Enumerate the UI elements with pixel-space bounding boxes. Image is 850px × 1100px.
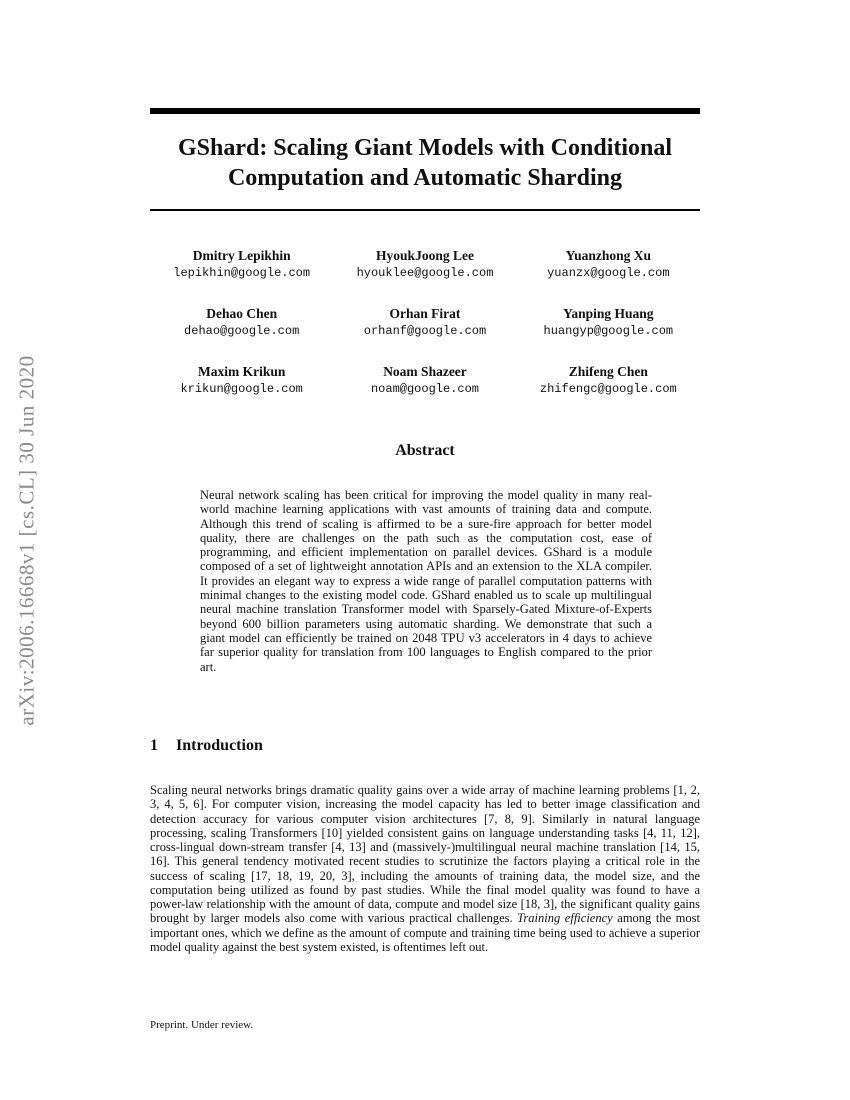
author-block: [517, 364, 700, 397]
title-top-rule: [150, 108, 700, 114]
author-name: Orhan Firat: [389, 306, 461, 321]
introduction-text-part-2: among the most important ones, which we define as the amount of compute and training time being used to achieve a superior model quality against the best system existed, is oftentimes left out.: [150, 911, 700, 954]
author-name: Dmitry Lepikhin: [192, 248, 291, 263]
author-block: [333, 364, 516, 397]
section-number: 1: [150, 737, 158, 754]
section-heading-introduction: [150, 737, 700, 755]
arxiv-identifier: arXiv:2006.16668v1 [cs.CL] 30 Jun 2020: [14, 354, 39, 726]
author-block: [333, 248, 516, 281]
author-email: zhifengc@google.com: [539, 382, 677, 396]
title-line-2: Computation and Automatic Sharding: [227, 165, 623, 191]
author-email: noam@google.com: [370, 382, 479, 396]
author-email: lepikhin@google.com: [173, 266, 311, 280]
author-name: Maxim Krikun: [197, 364, 286, 379]
author-email: huangyp@google.com: [543, 324, 674, 338]
title-bottom-rule: [150, 209, 700, 211]
author-block: [517, 248, 700, 281]
title-line-1: GShard: Scaling Giant Models with Conditional: [177, 135, 673, 161]
introduction-text-part-1: Scaling neural networks brings dramatic quality gains over a wide array of machine learning problems [1, 2, 3, 4, 5, 6]. For computer vision, increasing the model capacity has led to better image classification and detection accuracy for various computer vision architectures [7, 8, 9]. Similarly in natural language processing, scaling Transformers [10] yielded consistent gains on language understanding tasks [4, 11, 12], cross-lingual down-stream transfer [4, 13] and (massively-)multilingual neural machine translation [14, 15, 16]. This general tendency motivated recent studies to scrutinize the factors playing a critical role in the success of scaling [17, 18, 19, 20, 3], including the amounts of training data, the model size, and the computation being utilized as found by past studies. While the final model quality was found to have a power-law relationship with the amount of data, compute and model size [18, 3], the significant quality gains brought by larger models also come with various practical challenges.: [150, 783, 700, 926]
abstract-heading: Abstract: [395, 442, 455, 459]
section-title: Introduction: [176, 737, 263, 754]
author-list: [150, 248, 700, 397]
author-name: Dehao Chen: [206, 306, 278, 321]
footer-note: Preprint. Under review.: [150, 1019, 254, 1031]
author-block: [150, 364, 333, 397]
arxiv-sidebar-stamp: [10, 295, 44, 785]
author-email: orhanf@google.com: [363, 324, 487, 338]
author-name: Yanping Huang: [563, 306, 654, 321]
author-name: Zhifeng Chen: [568, 364, 648, 379]
author-name: HyoukJoong Lee: [376, 248, 474, 263]
author-email: dehao@google.com: [184, 324, 300, 338]
author-block: [150, 248, 333, 281]
author-email: krikun@google.com: [180, 382, 303, 396]
author-block: [517, 306, 700, 339]
author-block: [333, 306, 516, 339]
author-block: [150, 306, 333, 339]
introduction-paragraph: [150, 783, 700, 954]
author-email: yuanzx@google.com: [547, 266, 670, 280]
introduction-emphasis: Training efficiency: [517, 911, 613, 926]
paper-title: [150, 133, 700, 193]
author-email: hyouklee@google.com: [356, 266, 494, 280]
author-name: Yuanzhong Xu: [565, 248, 652, 263]
abstract-text: Neural network scaling has been critical for improving the model quality in many real-world machine learning applications with vast amounts of training data and compute. Although this trend of scaling is affirmed to be a sure-fire approach for better model quality, there are challenges on the path such as the computation cost, ease of programming, and efficient implementation on parallel devices. GShard is a module composed of a set of lightweight annotation APIs and an extension to the XLA compiler. It provides an elegant way to express a wide range of parallel computation patterns with minimal changes to the existing model code. GShard enabled us to scale up multilingual neural machine translation Transformer model with Sparsely-Gated Mixture-of-Experts beyond 600 billion parameters using automatic sharding. We demonstrate that such a giant model can efficiently be trained on 2048 TPU v3 accelerators in 4 days to achieve far superior quality for translation from 100 languages to English compared to the prior art.: [200, 488, 652, 674]
author-name: Noam Shazeer: [383, 364, 467, 379]
